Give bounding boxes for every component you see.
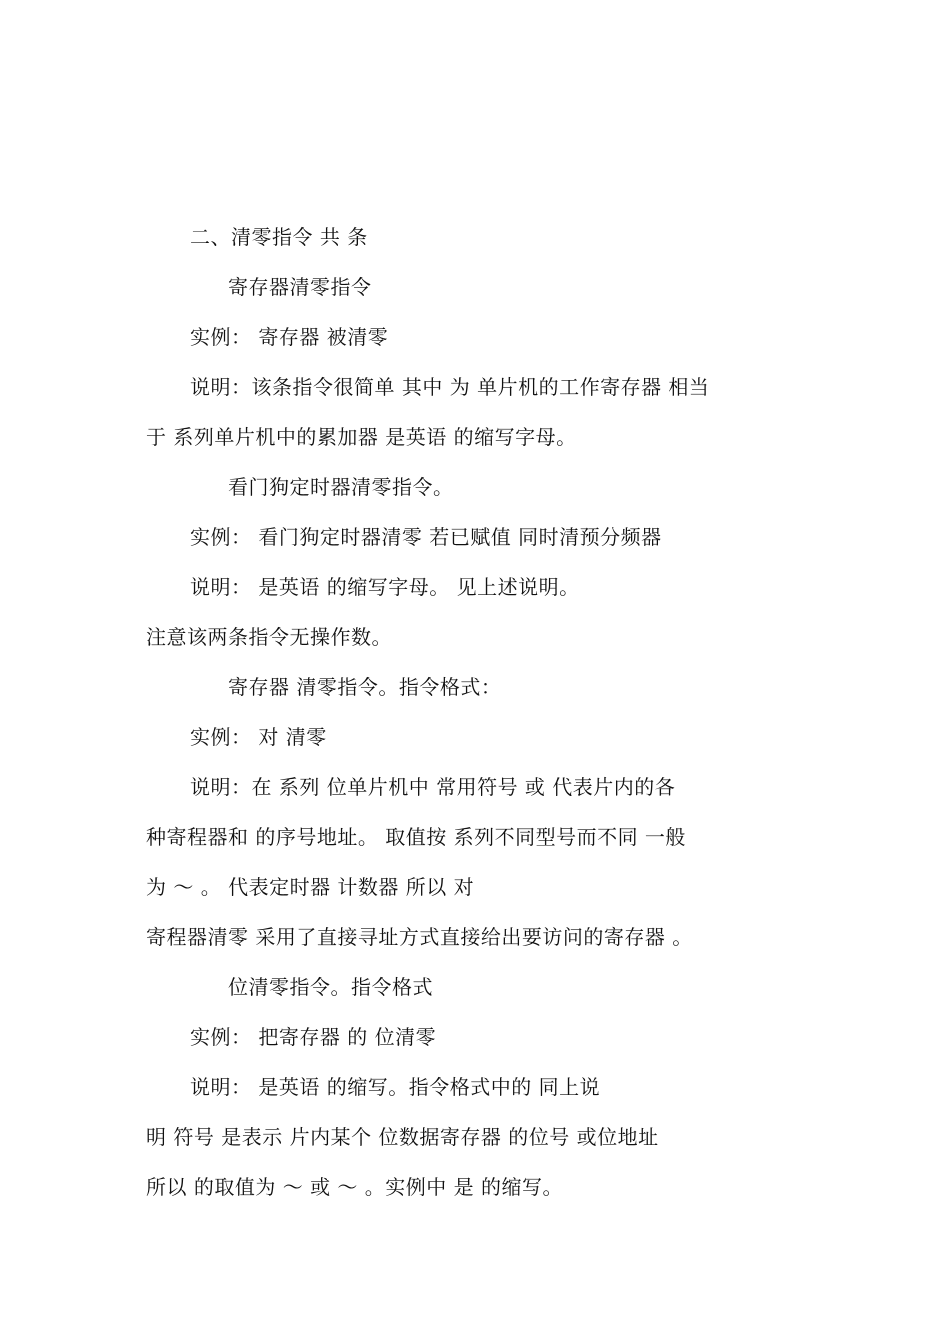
text-line: 说明： 是英语 的缩写字母。 见上述说明。 xyxy=(190,575,580,599)
text-line: 说明：该条指令很简单 其中 为 单片机的工作寄存器 相当 xyxy=(190,375,710,399)
text-line: 注意该两条指令无操作数。 xyxy=(146,625,392,649)
text-line: 明 符号 是表示 片内某个 位数据寄存器 的位号 或位地址 xyxy=(146,1125,659,1149)
text-line: 种寄程器和 的序号地址。 取值按 系列不同型号而不同 一般 xyxy=(146,825,686,849)
text-line: 于 系列单片机中的累加器 是英语 的缩写字母。 xyxy=(146,425,577,449)
text-line: 实例： 寄存器 被清零 xyxy=(190,325,389,349)
subheading: 位清零指令。指令格式 xyxy=(228,975,433,999)
text-line: 所以 的取值为 ～ 或 ～ 。实例中 是 的缩写。 xyxy=(146,1175,564,1199)
text-line: 为 ～ 。 代表定时器 计数器 所以 对 xyxy=(146,875,475,899)
text-line: 实例： 把寄存器 的 位清零 xyxy=(190,1025,437,1049)
text-line: 实例： 看门狗定时器清零 若已赋值 同时清预分频器 xyxy=(190,525,662,549)
text-line: 寄程器清零 采用了直接寻址方式直接给出要访问的寄存器 。 xyxy=(146,925,693,949)
section-heading: 二、清零指令 共 条 xyxy=(190,225,368,249)
text-line: 说明： 是英语 的缩写。指令格式中的 同上说 xyxy=(190,1075,601,1099)
text-line: 实例： 对 清零 xyxy=(190,725,327,749)
subheading: 寄存器 清零指令。指令格式： xyxy=(228,675,502,699)
subheading: 看门狗定时器清零指令。 xyxy=(228,475,454,499)
text-line: 说明：在 系列 位单片机中 常用符号 或 代表片内的各 xyxy=(190,775,676,799)
subheading: 寄存器清零指令 xyxy=(228,275,372,299)
